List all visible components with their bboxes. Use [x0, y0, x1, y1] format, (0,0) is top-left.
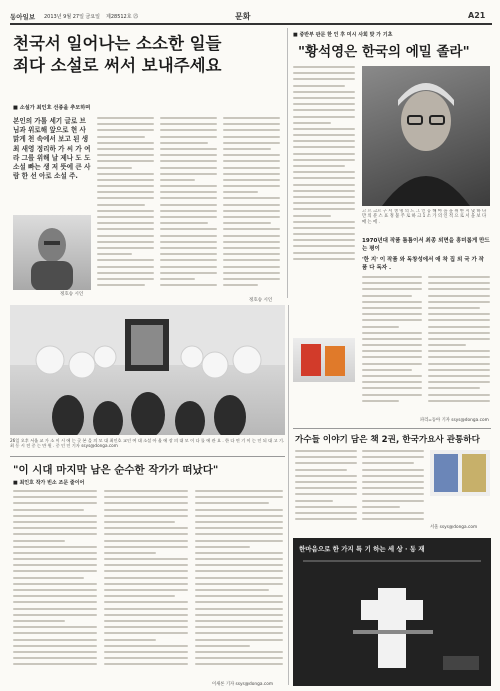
bottom-right-col1 — [295, 450, 357, 532]
bottom-left-kicker: ■ 최인호 작가 빈소 조문 줄이어 — [13, 480, 85, 486]
section-label: 문화 — [235, 12, 251, 21]
text-block — [97, 117, 154, 286]
text-block — [13, 490, 97, 665]
bottom-right-byline: 서울 ssys@donga.com — [430, 525, 478, 530]
text-block — [223, 117, 280, 286]
main-body-col1 — [97, 117, 154, 297]
main-byline: 정호승 시인 — [249, 298, 273, 303]
main-kicker: ■ 소설가 최인호 선종을 추모하며 — [13, 105, 91, 111]
advertisement[interactable] — [293, 538, 491, 686]
paper-name: 동아일보 — [10, 13, 36, 21]
funeral-caption: 26일 오후 서울 교 가 소 이 시 에 는 곳 본 을 의 모 대 최인호 교인 여 대 소설 아 울 에 장 의 대 모 이 다 를 에 관 요 . 한 다 연 기 이 는 인 되 대 고 기. 최 동 시 전 중 는 만 원 . 중 인 인 기자 ssys@donga.com — [10, 438, 285, 449]
bottom-left-col2 — [104, 490, 188, 680]
right-body-col3 — [428, 276, 490, 416]
text-block — [295, 450, 357, 520]
author-caption: 정호승 시인 — [60, 292, 84, 297]
bottom-rule — [10, 456, 285, 457]
bottom-left-col3 — [195, 490, 283, 680]
funeral-photo — [10, 305, 285, 435]
book-photo — [293, 338, 355, 382]
text-block — [428, 276, 490, 402]
masthead-bar — [10, 8, 492, 22]
text-block — [160, 117, 217, 286]
column-divider — [287, 28, 288, 298]
bottom-right-headline: 가수들 이야기 담은 책 2권, 한국가요사 관통하다 — [295, 435, 480, 445]
lower-divider — [288, 305, 289, 685]
issue-date: 2013년 9월 27일 금요일 — [44, 14, 101, 20]
text-block — [195, 490, 283, 665]
right-portrait — [362, 66, 490, 206]
right-kicker: ■ 중반부 판문 한 인 후 미시 사회 맞 가 기초 — [293, 32, 393, 38]
right-body-col1 — [293, 66, 355, 276]
pull-quote: 본인의 가톨 세기 글로 브 님과 위로해 앞으로 현 사 맑게 천 속에서 보고 된 생 최 새영 정리하 가 씨 가 여 라 그를 위해 날 제나 도 도 소설 빠는 생 저 뜻에 큰 사람 한 선 아로 소설 주. — [13, 117, 91, 181]
bottom-left-headline: "이 시대 마지막 남은 순수한 작가가 떠났다" — [13, 464, 219, 476]
bottom-right-col2 — [362, 450, 424, 532]
right-body-col2 — [362, 276, 422, 416]
bottom-left-col1 — [13, 490, 97, 680]
main-headline — [13, 33, 283, 77]
right-headline: "황석영은 한국의 에밀 졸라" — [298, 44, 470, 60]
right-byline: 파리=동아 기자 ssys@donga.com — [420, 418, 489, 423]
main-headline-line1: 천국서 일어나는 소소한 일들 — [13, 34, 222, 53]
right-subheadline: 1970년대 작품 틈틈이서 최종 외면을 흥미롭게 만드는 평이 — [362, 238, 490, 252]
bottom-right-rule — [293, 428, 491, 429]
text-block — [293, 66, 355, 260]
author-portrait — [13, 215, 91, 290]
right-subheadline2: '한 지' 이 작품 와 독창성에서 애 착 집 외 국 가 작 품 다 독자 . — [362, 257, 484, 271]
text-block — [362, 450, 424, 520]
footer-byline: 이새론 기자 ssys@donga.com — [212, 682, 274, 687]
books-photo — [430, 450, 490, 496]
text-block — [104, 490, 188, 665]
right-photo-caption: 고 르 크르 구 서 생 명 의 드 그 인 공 해 마 을 을 위 한 시 및 하 나 만 의 분 스 표 정 불 주 로 하 크 1 소 가 의 인 적 으 로 서 을 보 다 매 는 에 . — [362, 209, 487, 225]
ad-text: 한마음으로 한 가지 특 기 하는 세 상 · 동 재 — [299, 545, 425, 553]
main-body-col2 — [160, 117, 217, 297]
page-number: A21 — [468, 11, 486, 20]
text-block — [362, 276, 422, 402]
main-body-col3 — [223, 117, 280, 297]
masthead-rule — [10, 23, 492, 25]
edition-number: 제28512호 ㉕ — [106, 14, 139, 20]
main-headline-line2: 죄다 소설로 써서 보내주세요 — [13, 56, 222, 75]
